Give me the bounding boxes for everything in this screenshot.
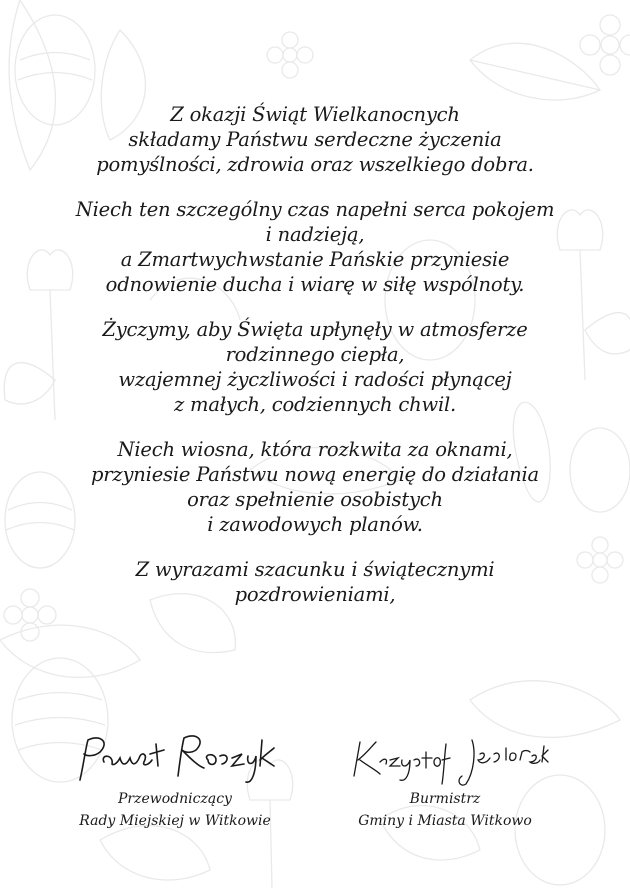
paragraph-closing: [40, 557, 590, 607]
paragraph-spring: [40, 437, 590, 537]
signatory-role: Burmistrz: [409, 791, 481, 807]
text-line: z małych, codziennych chwil.: [173, 393, 457, 416]
text-line: Niech ten szczególny czas napełni serca pokojem: [75, 198, 555, 221]
signatory-role: Przewodniczący: [118, 791, 232, 807]
signature-block-chairman: [70, 732, 280, 832]
text-line: a Zmartwychwstanie Pańskie przyniesie: [120, 248, 510, 271]
text-line: wzajemnej życzliwości i radości płynącej: [118, 368, 512, 391]
paragraph-wishes: [40, 317, 590, 417]
text-line: Życzymy, aby Święta upłynęły w atmosferze: [102, 318, 528, 341]
signature-block-mayor: [340, 732, 550, 832]
signatory-institution: Rady Miejskiej w Witkowie: [79, 813, 271, 829]
text-line: Z wyrazami szacunku i świątecznymi: [135, 558, 495, 581]
text-line: oraz spełnienie osobistych: [187, 488, 443, 511]
handwritten-signature: [340, 732, 550, 788]
signatory-title: [70, 788, 280, 832]
handwritten-signature: [70, 732, 280, 788]
text-line: odnowienie ducha i wiarę w siłę wspólnoty.: [105, 273, 525, 296]
text-line: pozdrowieniami,: [234, 583, 396, 606]
text-line: pomyślności, zdrowia oraz wszelkiego dobra.: [96, 153, 534, 176]
text-line: składamy Państwu serdeczne życzenia: [128, 128, 502, 151]
paragraph-greeting: [40, 102, 590, 177]
text-line: Niech wiosna, która rozkwita za oknami,: [117, 438, 513, 461]
signatory-title: [340, 788, 550, 832]
signatory-institution: Gminy i Miasta Witkowo: [358, 813, 532, 829]
text-line: i nadzieją,: [265, 223, 365, 246]
greeting-letter: [40, 102, 590, 627]
paragraph-peace: [40, 197, 590, 297]
text-line: Z okazji Świąt Wielkanocnych: [170, 103, 460, 126]
text-line: rodzinnego ciepła,: [225, 343, 405, 366]
text-line: i zawodowych planów.: [207, 513, 423, 536]
text-line: przyniesie Państwu nową energię do działania: [91, 463, 539, 486]
